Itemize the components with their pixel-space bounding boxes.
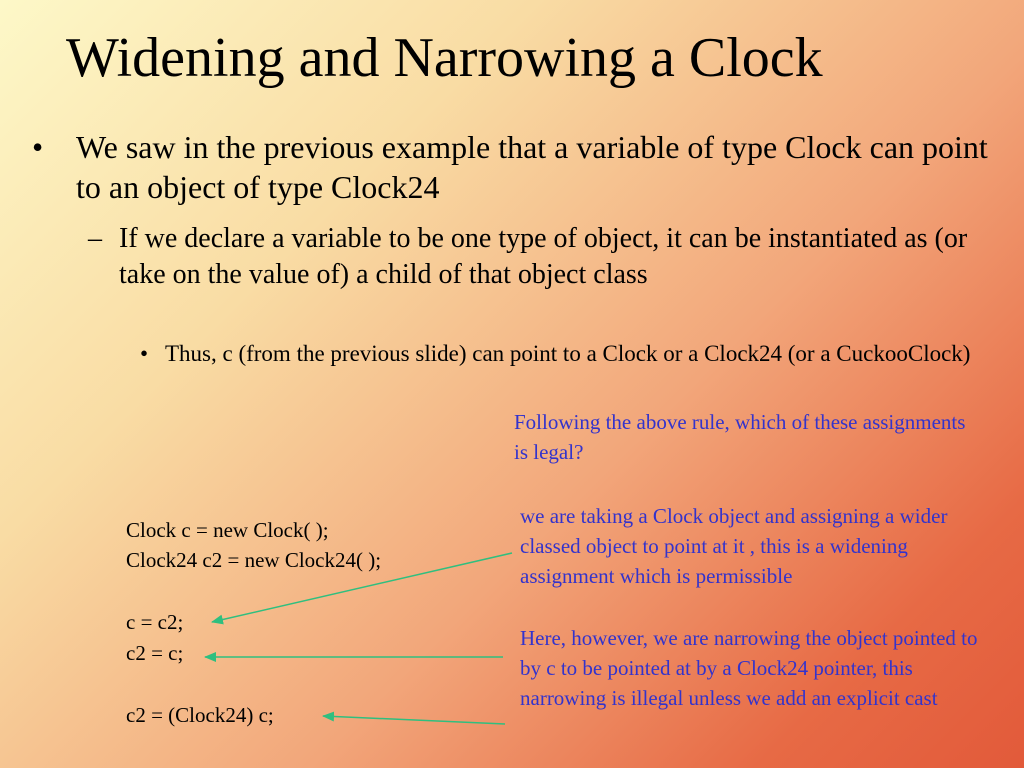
bullet-level1-text: We saw in the previous example that a variable of type Clock can point to an object of type Clock24 <box>76 129 988 205</box>
narrowing-note: Here, however, we are narrowing the object pointed to by c to be pointed at by a Clock24 pointer, this narrowing is illegal unless we add an explicit cast <box>520 626 978 710</box>
question-note: Following the above rule, which of these assignments is legal? <box>514 410 966 464</box>
bullet-level3-text: Thus, c (from the previous slide) can point to a Clock or a Clock24 (or a CuckooClock) <box>165 341 971 366</box>
widening-note: we are taking a Clock object and assigning a wider classed object to point at it , this is a widening assignment which is permissible <box>520 504 948 588</box>
code-line-2: Clock24 c2 = new Clock24( ); <box>126 548 382 572</box>
arrow-widening-to-c-eq-c2 <box>212 553 512 622</box>
code-line-1: Clock c = new Clock( ); <box>126 518 329 542</box>
bullet-dot-small-icon: • <box>140 341 149 366</box>
slide-title: Widening and Narrowing a Clock <box>66 27 823 89</box>
arrow-narrowing-to-cast <box>323 716 505 724</box>
code-line-3: c = c2; <box>126 610 184 634</box>
bullet-dash-icon: – <box>88 223 102 254</box>
bullet-level2-text: If we declare a variable to be one type of object, it can be instantiated as (or take on the value of) a child of that object class <box>119 223 968 290</box>
bullet-dot-icon: • <box>32 129 44 165</box>
code-line-4: c2 = c; <box>126 641 184 665</box>
code-line-5: c2 = (Clock24) c; <box>126 703 274 727</box>
